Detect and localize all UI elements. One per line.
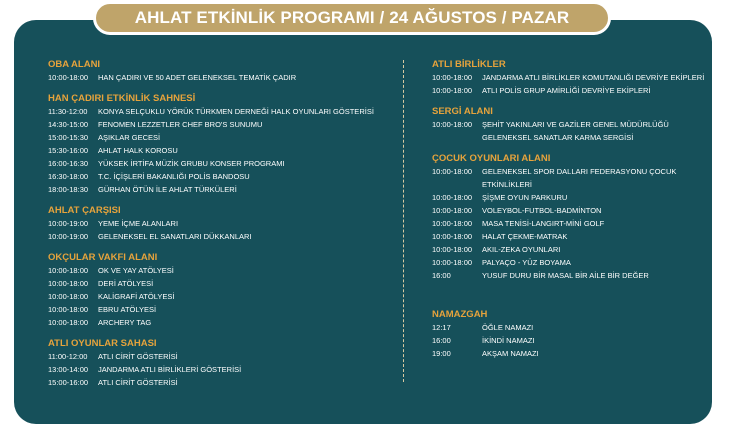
section-title: OKÇULAR VAKFI ALANI	[48, 252, 158, 263]
schedule-row	[432, 269, 712, 282]
event-time: 15:00-16:00	[48, 378, 89, 387]
event-name: YUSUF DURU BİR MASAL BİR AİLE BİR DEĞER	[482, 271, 649, 280]
event-name: ATLI CİRİT GÖSTERİSİ	[98, 352, 178, 361]
event-time: 10:00-18:00	[48, 73, 89, 82]
column-divider	[403, 60, 404, 382]
section-title: ÇOCUK OYUNLARI ALANI	[432, 153, 551, 164]
event-name: ATLI POLİS GRUP AMİRLİĞİ DEVRİYE EKİPLERİ	[482, 86, 651, 95]
schedule-row	[48, 217, 393, 230]
schedule-row	[48, 157, 393, 170]
section-title: ATLI BİRLİKLER	[432, 59, 506, 70]
event-name: AKŞAM NAMAZI	[482, 349, 539, 358]
event-name: JANDARMA ATLI BİRLİKLER KOMUTANLIĞI DEVRİYE EKİPLERİ	[482, 73, 705, 82]
schedule-row	[48, 277, 393, 290]
page-title: AHLAT ETKİNLİK PROGRAMI / 24 AĞUSTOS / PAZAR	[93, 1, 611, 35]
section-title: ATLI OYUNLAR SAHASI	[48, 338, 157, 349]
event-name: İKİNDİ NAMAZI	[482, 336, 535, 345]
event-time: 10:00-18:00	[432, 120, 473, 129]
schedule-row	[48, 303, 393, 316]
left-column	[48, 58, 393, 397]
event-time: 10:00-19:00	[48, 232, 89, 241]
schedule-row	[48, 71, 393, 84]
event-time: 16:00	[432, 336, 451, 345]
schedule-row	[432, 230, 712, 243]
event-name: HAN ÇADIRI VE 50 ADET GELENEKSEL TEMATİK ÇADIR	[98, 73, 297, 82]
event-name: ARCHERY TAG	[98, 318, 152, 327]
section-atli-oyunlar-sahasi	[48, 337, 393, 389]
event-time: 15:30-16:00	[48, 146, 89, 155]
event-name: VOLEYBOL-FUTBOL-BADMİNTON	[482, 206, 602, 215]
section-oba-alani	[48, 58, 393, 84]
schedule-row	[432, 347, 712, 360]
event-name: ŞİŞME OYUN PARKURU	[482, 193, 568, 202]
schedule-row	[432, 84, 712, 97]
event-time: 10:00-18:00	[432, 219, 473, 228]
section-title: SERGİ ALANI	[432, 106, 493, 117]
event-name: YÜKSEK İRTİFA MÜZİK GRUBU KONSER PROGRAMI	[98, 159, 285, 168]
section-sergi-alani	[432, 105, 712, 144]
event-time: 10:00-18:00	[48, 279, 89, 288]
event-name: OK VE YAY ATÖLYESİ	[98, 266, 174, 275]
event-time: 10:00-19:00	[48, 219, 89, 228]
event-time: 14:30-15:00	[48, 120, 89, 129]
section-title: OBA ALANI	[48, 59, 101, 70]
event-name: JANDARMA ATLI BİRLİKLERİ GÖSTERİSİ	[98, 365, 242, 374]
event-name: ATLI CİRİT GÖSTERİSİ	[98, 378, 178, 387]
event-time: 11:30-12:00	[48, 107, 88, 116]
section-cocuk-oyunlari-alani	[432, 152, 712, 282]
section-ahlat-carsisi	[48, 204, 393, 243]
schedule-row	[48, 264, 393, 277]
event-name: FENOMEN LEZZETLER CHEF BRO'S SUNUMU	[98, 120, 263, 129]
section-atli-birlikler	[432, 58, 712, 97]
schedule-row	[48, 363, 393, 376]
event-name: EBRU ATÖLYESİ	[98, 305, 157, 314]
event-name: ŞEHİT YAKINLARI VE GAZİLER GENEL MÜDÜRLÜĞÜ GELENEKSEL SANATLAR KARMA SERGİSİ	[482, 120, 669, 142]
event-name: GELENEKSEL SPOR DALLARI FEDERASYONU ÇOCUK ETKİNLİKLERİ	[482, 167, 677, 189]
schedule-row	[48, 350, 393, 363]
section-namazgah	[432, 308, 712, 360]
event-time: 10:00-18:00	[48, 292, 89, 301]
section-title: HAN ÇADIRI ETKİNLİK SAHNESİ	[48, 93, 196, 104]
event-name: ÖĞLE NAMAZI	[482, 323, 534, 332]
schedule-row	[48, 131, 393, 144]
right-column	[432, 58, 712, 368]
schedule-row	[432, 204, 712, 217]
schedule-row	[432, 334, 712, 347]
event-time: 11:00-12:00	[48, 352, 88, 361]
schedule-row	[432, 191, 712, 204]
schedule-row	[48, 230, 393, 243]
schedule-row	[48, 118, 393, 131]
event-name: AHLAT HALK KOROSU	[98, 146, 178, 155]
event-name: HALAT ÇEKME-MATRAK	[482, 232, 568, 241]
event-name: GÜRHAN ÖTÜN İLE AHLAT TÜRKÜLERİ	[98, 185, 237, 194]
event-time: 10:00-18:00	[432, 245, 473, 254]
event-name: AKIL-ZEKA OYUNLARI	[482, 245, 561, 254]
event-name: KALİGRAFİ ATÖLYESİ	[98, 292, 175, 301]
event-time: 16:00	[432, 271, 451, 280]
event-time: 18:00-18:30	[48, 185, 89, 194]
schedule-row	[48, 183, 393, 196]
event-time: 10:00-18:00	[48, 318, 89, 327]
event-time: 16:00-16:30	[48, 159, 89, 168]
schedule-row	[432, 243, 712, 256]
event-time: 10:00-18:00	[48, 305, 89, 314]
schedule-row	[432, 71, 712, 84]
event-time: 12:17	[432, 323, 451, 332]
schedule-row	[48, 170, 393, 183]
event-name: PALYAÇO - YÜZ BOYAMA	[482, 258, 571, 267]
event-time: 10:00-18:00	[432, 73, 473, 82]
schedule-row	[48, 290, 393, 303]
event-name: KONYA SELÇUKLU YÖRÜK TÜRKMEN DERNEĞİ HALK OYUNLARI GÖSTERİSİ	[98, 107, 374, 116]
schedule-row	[432, 217, 712, 230]
event-name: AŞIKLAR GECESİ	[98, 133, 161, 142]
section-okcular-vakfi-alani	[48, 251, 393, 329]
schedule-row	[48, 105, 393, 118]
event-time: 10:00-18:00	[48, 266, 89, 275]
event-name: MASA TENİSİ-LANGIRT-MİNİ GOLF	[482, 219, 605, 228]
schedule-row	[432, 165, 712, 191]
event-time: 16:30-18:00	[48, 172, 89, 181]
schedule-row	[48, 316, 393, 329]
event-name: GELENEKSEL EL SANATLARI DÜKKANLARI	[98, 232, 252, 241]
event-time: 10:00-18:00	[432, 86, 473, 95]
schedule-row	[48, 144, 393, 157]
schedule-row	[432, 118, 712, 144]
event-time: 13:00-14:00	[48, 365, 89, 374]
event-time: 10:00-18:00	[432, 206, 473, 215]
event-name: DERİ ATÖLYESİ	[98, 279, 154, 288]
schedule-row	[48, 376, 393, 389]
schedule-row	[432, 321, 712, 334]
event-name: YEME İÇME ALANLARI	[98, 219, 179, 228]
event-name: T.C. İÇİŞLERİ BAKANLIĞI POLİS BANDOSU	[98, 172, 250, 181]
event-time: 10:00-18:00	[432, 232, 473, 241]
event-time: 10:00-18:00	[432, 258, 473, 267]
event-time: 15:00-15:30	[48, 133, 89, 142]
schedule-row	[432, 256, 712, 269]
event-time: 10:00-18:00	[432, 167, 473, 176]
event-time: 19:00	[432, 349, 451, 358]
event-time: 10:00-18:00	[432, 193, 473, 202]
section-title: NAMAZGAH	[432, 309, 488, 320]
section-han-cadiri-etkinlik-sahnesi	[48, 92, 393, 196]
section-title: AHLAT ÇARŞISI	[48, 205, 121, 216]
